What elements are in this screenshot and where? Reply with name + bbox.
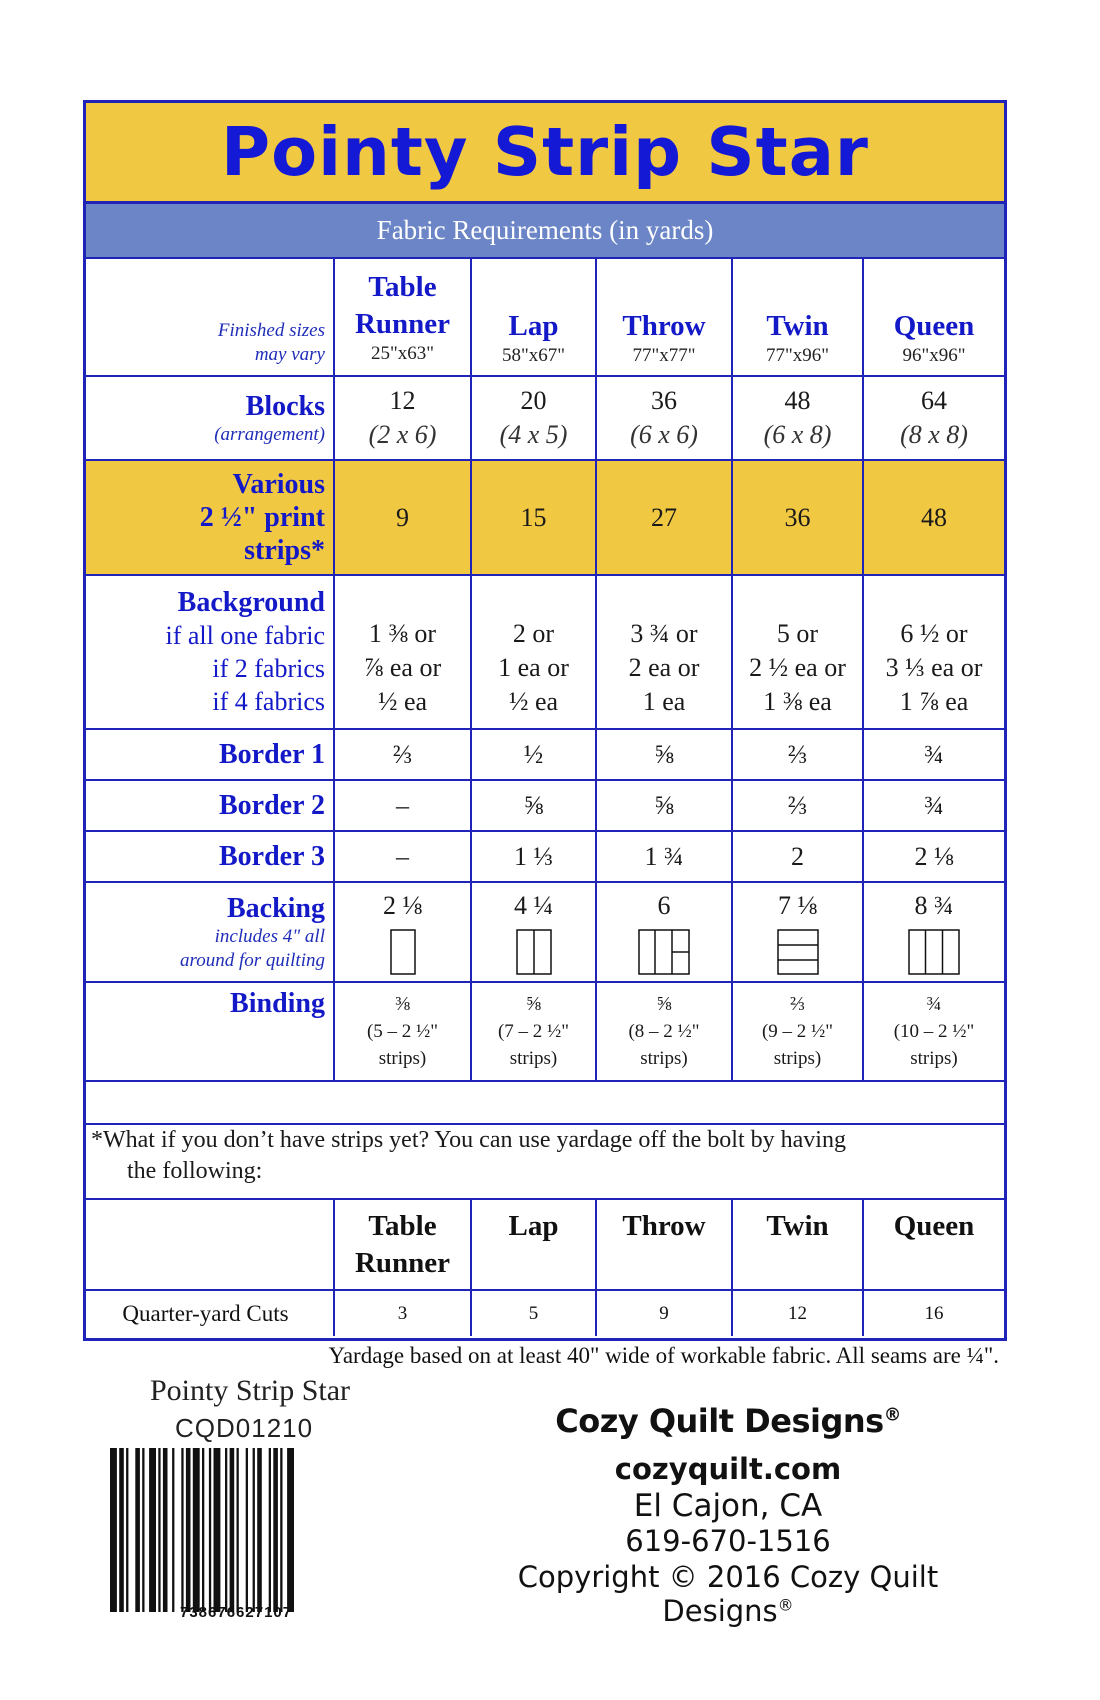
row-label: Quarter-yard Cuts	[86, 1290, 334, 1336]
barcode-bar	[209, 1448, 211, 1612]
table-cell: 1 ¾	[596, 831, 732, 882]
barcode-bar	[287, 1448, 294, 1612]
border2-row	[86, 780, 1004, 831]
page-title: Pointy Strip Star	[221, 112, 869, 191]
barcode-bar	[149, 1448, 156, 1612]
table-cell: 16	[863, 1290, 1004, 1336]
barcode-bar	[142, 1448, 144, 1612]
size-header: Lap 58"x67"	[471, 259, 596, 376]
table-cell: ¾	[863, 729, 1004, 780]
table-cell: 2 or 1 ea or ½ ea	[471, 575, 596, 729]
table-cell: 27	[596, 460, 732, 575]
size-header: Table Runner 25"x63"	[334, 259, 471, 376]
spacer-cell	[86, 1081, 1004, 1124]
table-cell: ⅝ (7 – 2 ½" strips)	[471, 982, 596, 1081]
barcode-bar	[246, 1448, 248, 1612]
table-cell: 5	[471, 1290, 596, 1336]
quarter-yard-cuts-table	[86, 1198, 1004, 1336]
table-cell: 20 (4 x 5)	[471, 376, 596, 460]
binding-row	[86, 982, 1004, 1081]
size-header: Table Runner	[334, 1199, 471, 1290]
copyright: Copyright © 2016 Cozy Quilt Designs®	[517, 1560, 939, 1628]
size-header: Throw 77"x77"	[596, 259, 732, 376]
size-header: Lap	[471, 1199, 596, 1290]
backing-2-panel-icon	[516, 929, 552, 975]
table-cell: 8 ¾	[863, 882, 1004, 982]
table-cell: 12	[732, 1290, 863, 1336]
company-city: El Cajon, CA	[633, 1488, 823, 1524]
barcode-bar	[186, 1448, 191, 1612]
table-cell: ⅔	[732, 780, 863, 831]
table-cell: 4 ¼	[471, 882, 596, 982]
table-cell: ⅔	[334, 729, 471, 780]
table-cell: 7 ⅛	[732, 882, 863, 982]
barcode-image	[110, 1448, 362, 1612]
table-cell: 2 ⅛	[863, 831, 1004, 882]
barcode-bar	[269, 1448, 271, 1612]
table-cell: 1 ⅜ or ⅞ ea or ½ ea	[334, 575, 471, 729]
section-title: Fabric Requirements (in yards)	[376, 215, 714, 245]
size-header: Queen	[863, 1199, 1004, 1290]
upc-number: 738676627107	[180, 1604, 293, 1621]
requirements-table	[86, 259, 1004, 1125]
table-cell: ⅔ (9 – 2 ½" strips)	[732, 982, 863, 1081]
table-cell: 9	[334, 460, 471, 575]
table-cell: 12 (2 x 6)	[334, 376, 471, 460]
table-cell: 36 (6 x 6)	[596, 376, 732, 460]
table-cell: 3 ¾ or 2 ea or 1 ea	[596, 575, 732, 729]
row-label: Border 2	[86, 780, 334, 831]
border1-row	[86, 729, 1004, 780]
table-cell: 64 (8 x 8)	[863, 376, 1004, 460]
barcode-bar	[273, 1448, 278, 1612]
table-cell: ⅝	[471, 780, 596, 831]
table-cell: ⅝	[596, 780, 732, 831]
row-label: Background if all one fabric if 2 fabrics if 4 fabrics	[86, 575, 334, 729]
barcode-bar	[237, 1448, 239, 1612]
barcode-bar	[257, 1448, 262, 1612]
table-cell: –	[334, 831, 471, 882]
size-header: Twin	[732, 1199, 863, 1290]
barcode-bar	[225, 1448, 227, 1612]
table-cell: 48 (6 x 8)	[732, 376, 863, 460]
size-header: Twin 77"x96"	[732, 259, 863, 376]
barcode-bar	[135, 1448, 140, 1612]
table-cell: 6	[596, 882, 732, 982]
barcode-bar	[253, 1448, 255, 1612]
table-cell: 2 ⅛	[334, 882, 471, 982]
barcode-bar	[172, 1448, 174, 1612]
barcode-bar	[163, 1448, 168, 1612]
product-code: CQD01210	[175, 1413, 314, 1443]
background-row	[86, 575, 1004, 729]
table-cell: ⅔	[732, 729, 863, 780]
section-header	[86, 204, 1004, 259]
row-label: Blocks (arrangement)	[86, 376, 334, 460]
table-cell: 15	[471, 460, 596, 575]
table-cell: 48	[863, 460, 1004, 575]
size-note-cell	[86, 259, 334, 376]
table-cell: ⅝	[596, 729, 732, 780]
table-cell: ¾	[863, 780, 1004, 831]
cuts-header-row	[86, 1199, 1004, 1290]
footnote: *What if you don’t have strips yet? You can use yardage off the bolt by having the following:	[91, 1127, 846, 1184]
barcode-bar	[214, 1448, 221, 1612]
table-cell: 36	[732, 460, 863, 575]
company-website[interactable]: cozyquilt.com	[614, 1452, 842, 1486]
table-cell: ⅝ (8 – 2 ½" strips)	[596, 982, 732, 1081]
table-cell: 9	[596, 1290, 732, 1336]
border3-row	[86, 831, 1004, 882]
barcode-bar	[119, 1448, 124, 1612]
barcode-bar	[126, 1448, 128, 1612]
company-phone: 619-670-1516	[625, 1524, 831, 1558]
yardage-note: Yardage based on at least 40" wide of workable fabric. All seams are ¼".	[328, 1343, 999, 1368]
backing-3-row-icon	[777, 929, 819, 975]
company-name: Cozy Quilt Designs®	[555, 1402, 901, 1440]
barcode-bar	[202, 1448, 204, 1612]
product-name: Pointy Strip Star	[150, 1374, 351, 1407]
table-cell: 2	[732, 831, 863, 882]
table-cell: 6 ½ or 3 ⅓ ea or 1 ⅞ ea	[863, 575, 1004, 729]
row-label: Border 1	[86, 729, 334, 780]
backing-3-panel-icon	[638, 929, 690, 975]
table-cell: 3	[334, 1290, 471, 1336]
table-header-row	[86, 259, 1004, 376]
barcode-bar	[280, 1448, 282, 1612]
size-header: Throw	[596, 1199, 732, 1290]
table-cell: 1 ⅓	[471, 831, 596, 882]
row-label: Binding	[86, 982, 334, 1081]
table-cell: ½	[471, 729, 596, 780]
barcode-bar	[158, 1448, 160, 1612]
blocks-row	[86, 376, 1004, 460]
table-cell: ¾ (10 – 2 ½" strips)	[863, 982, 1004, 1081]
backing-3-column-icon	[908, 929, 960, 975]
barcode-bar	[193, 1448, 200, 1612]
size-header: Queen 96"x96"	[863, 259, 1004, 376]
spacer-row	[86, 1081, 1004, 1124]
fabric-requirements-card	[83, 100, 1007, 1341]
backing-1-panel-icon	[390, 929, 416, 975]
backing-row	[86, 882, 1004, 982]
title-band	[86, 103, 1004, 204]
size-note: Finished sizes may vary	[217, 320, 325, 365]
barcode-bar	[181, 1448, 183, 1612]
table-cell: ⅜ (5 – 2 ½" strips)	[334, 982, 471, 1081]
row-label: Backing includes 4" all around for quilting	[86, 882, 334, 982]
table-cell: –	[334, 780, 471, 831]
cuts-values-row	[86, 1290, 1004, 1336]
row-label: Various 2 ½" print strips*	[86, 460, 334, 575]
barcode-bar	[110, 1448, 117, 1612]
row-label: Border 3	[86, 831, 334, 882]
strips-row	[86, 460, 1004, 575]
cuts-corner-cell	[86, 1199, 334, 1290]
table-cell: 5 or 2 ½ ea or 1 ⅜ ea	[732, 575, 863, 729]
barcode-bar	[230, 1448, 235, 1612]
